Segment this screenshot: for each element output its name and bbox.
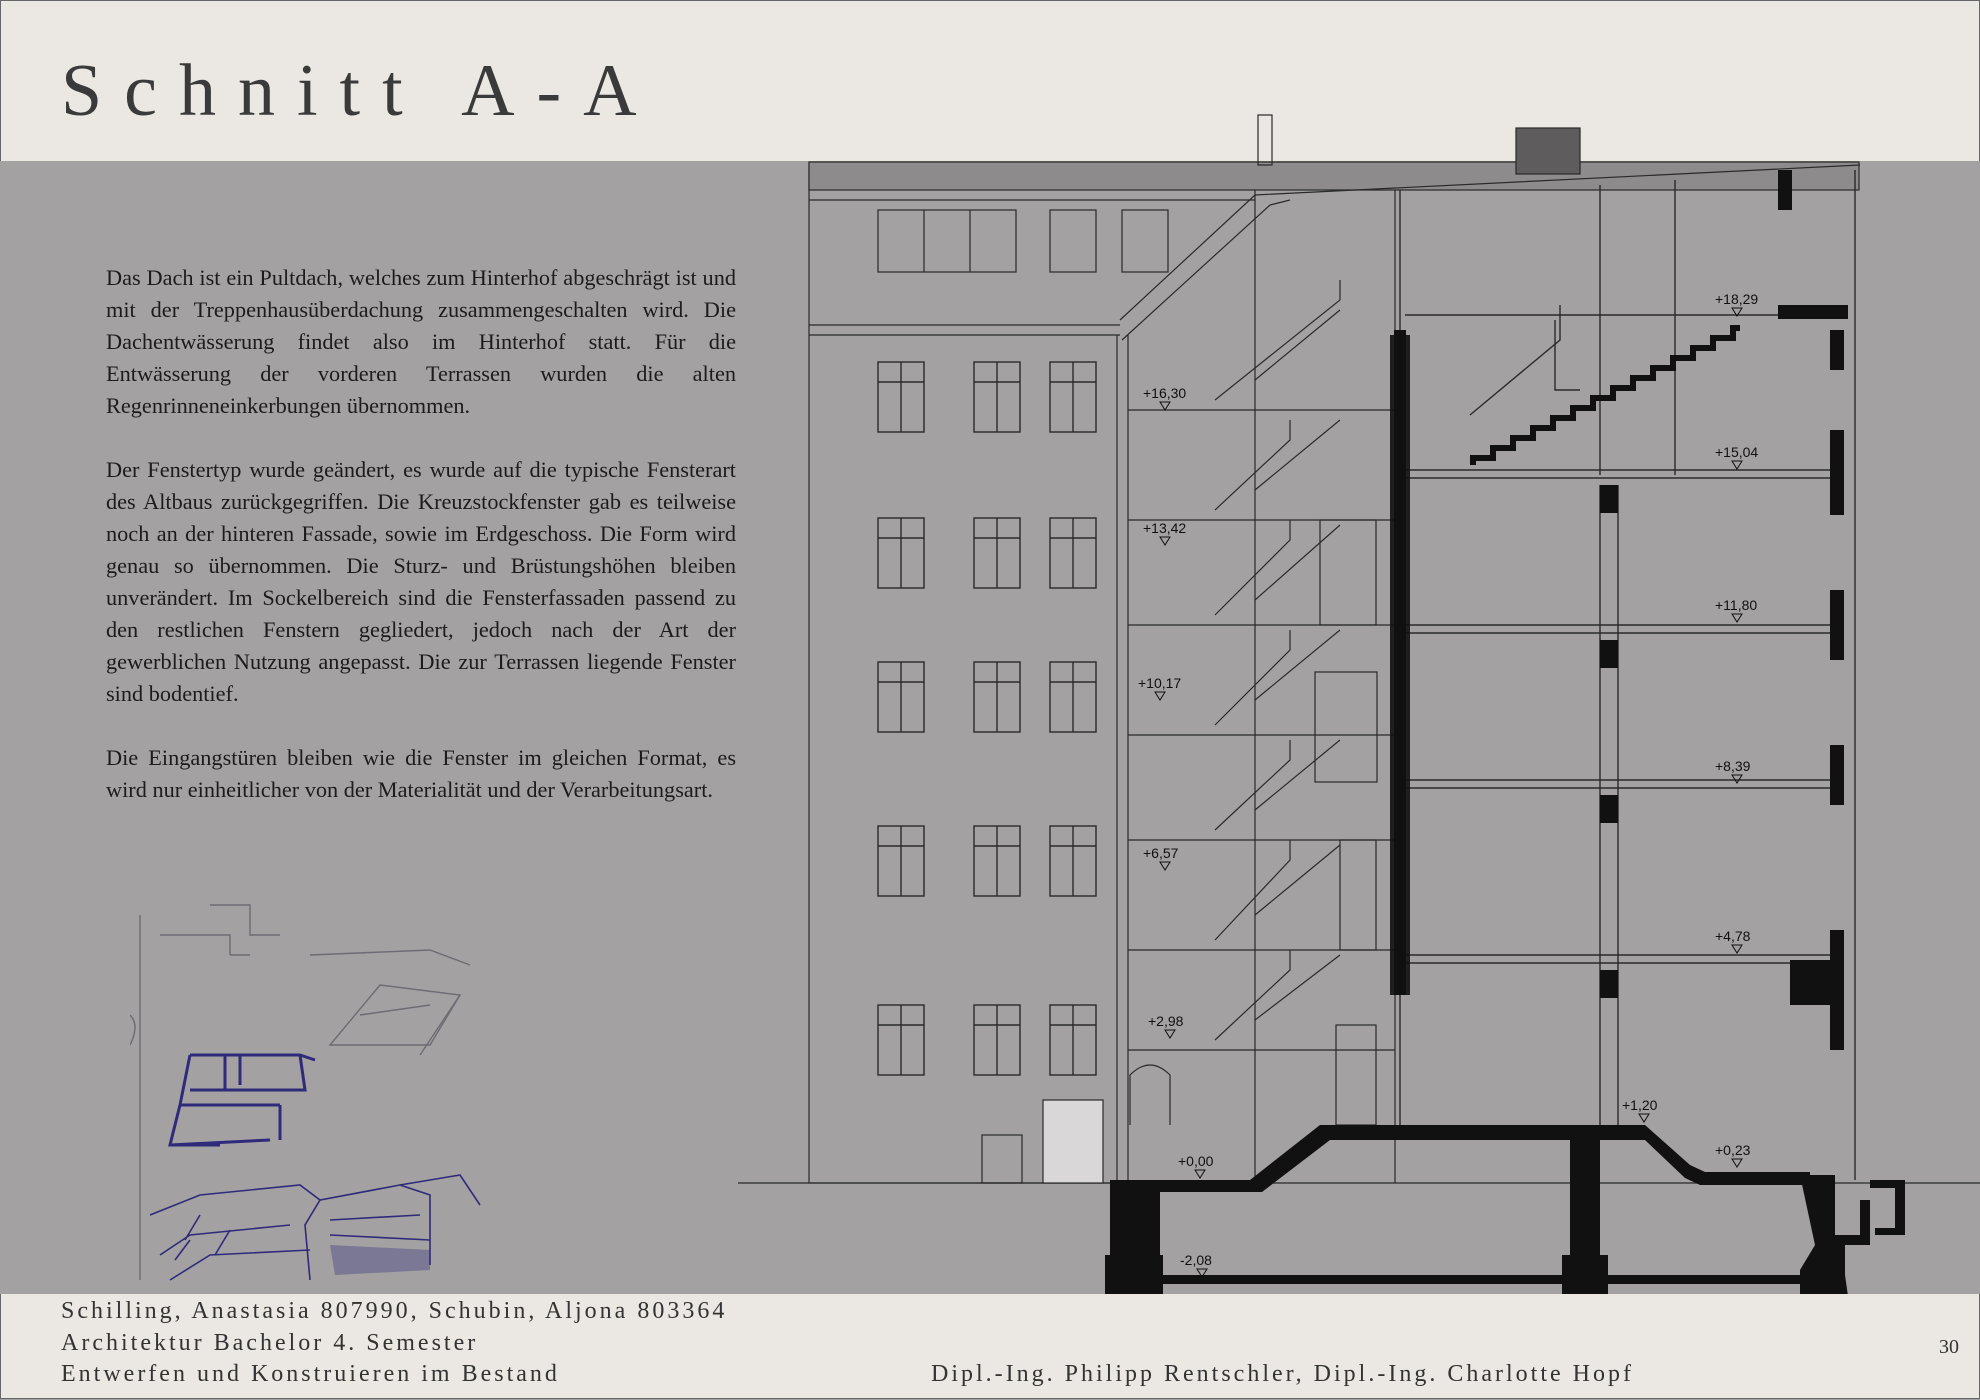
building-level-label: +4,78	[1715, 928, 1751, 944]
building-level-label: +0,23	[1715, 1142, 1751, 1158]
footer-module: Entwerfen und Konstruieren im Bestand	[61, 1361, 560, 1387]
footer-authors: Schilling, Anastasia 807990, Schubin, Aljona 803364	[61, 1298, 728, 1324]
stair-level-label: +6,57	[1143, 845, 1179, 861]
building-level-label: +8,39	[1715, 758, 1751, 774]
paragraph-roof: Das Dach ist ein Pultdach, welches zum Hinterhof abgeschrägt ist und mit der Treppenhausüberdachung zusammengeschalten wird. Die Dachentwässerung findet also im Hinterhof statt. Für die Entwässerung der vorderen Terrassen wurden die alten Regenrinneneinkerbungen übernommen.	[106, 265, 736, 418]
stair-level-label: +10,17	[1138, 675, 1182, 691]
building-level-label: +1,20	[1622, 1097, 1658, 1113]
building-level-label: +18,29	[1715, 291, 1759, 307]
footer-supervisors: Dipl.-Ing. Philipp Rentschler, Dipl.-Ing. Charlotte Hopf	[931, 1361, 1634, 1387]
paragraph-doors: Die Eingangstüren bleiben wie die Fenster im gleichen Format, es wird nur einheitlicher von der Materialität und der Verarbeitungsart.	[106, 745, 736, 802]
stair-level-label: +13,42	[1143, 520, 1187, 536]
building-level-label: +11,80	[1715, 597, 1758, 613]
footer-course: Architektur Bachelor 4. Semester	[61, 1330, 479, 1356]
stair-level-label: -2,08	[1180, 1252, 1212, 1268]
paragraph-windows: Der Fenstertyp wurde geändert, es wurde auf die typische Fensterart des Altbaus zurückgegriffen. Die Kreuzstockfenster gab es teilweise noch an der hinteren Fassade, sowie im Erdgeschoss. Die Form wird genau so übernommen. Die Sturz- und Brüstungshöhen bleiben unverändert. Im Sockelbereich sind die Fensterfassaden passend zu den restlichen Fenstern gegliedert, jedoch nach der Art der gewerblichen Nutzung angepasst. Die zur Terrassen liegende Fenster sind bodentief.	[106, 457, 736, 706]
page-title: Schnitt A-A	[61, 50, 659, 132]
building-level-label: +15,04	[1715, 444, 1759, 460]
page-number: 30	[1939, 1336, 1959, 1358]
stair-level-label: +0,00	[1178, 1153, 1214, 1169]
stair-level-label: +2,98	[1148, 1013, 1184, 1029]
stair-level-label: +16,30	[1143, 385, 1187, 401]
footer-bar	[0, 1294, 1980, 1399]
